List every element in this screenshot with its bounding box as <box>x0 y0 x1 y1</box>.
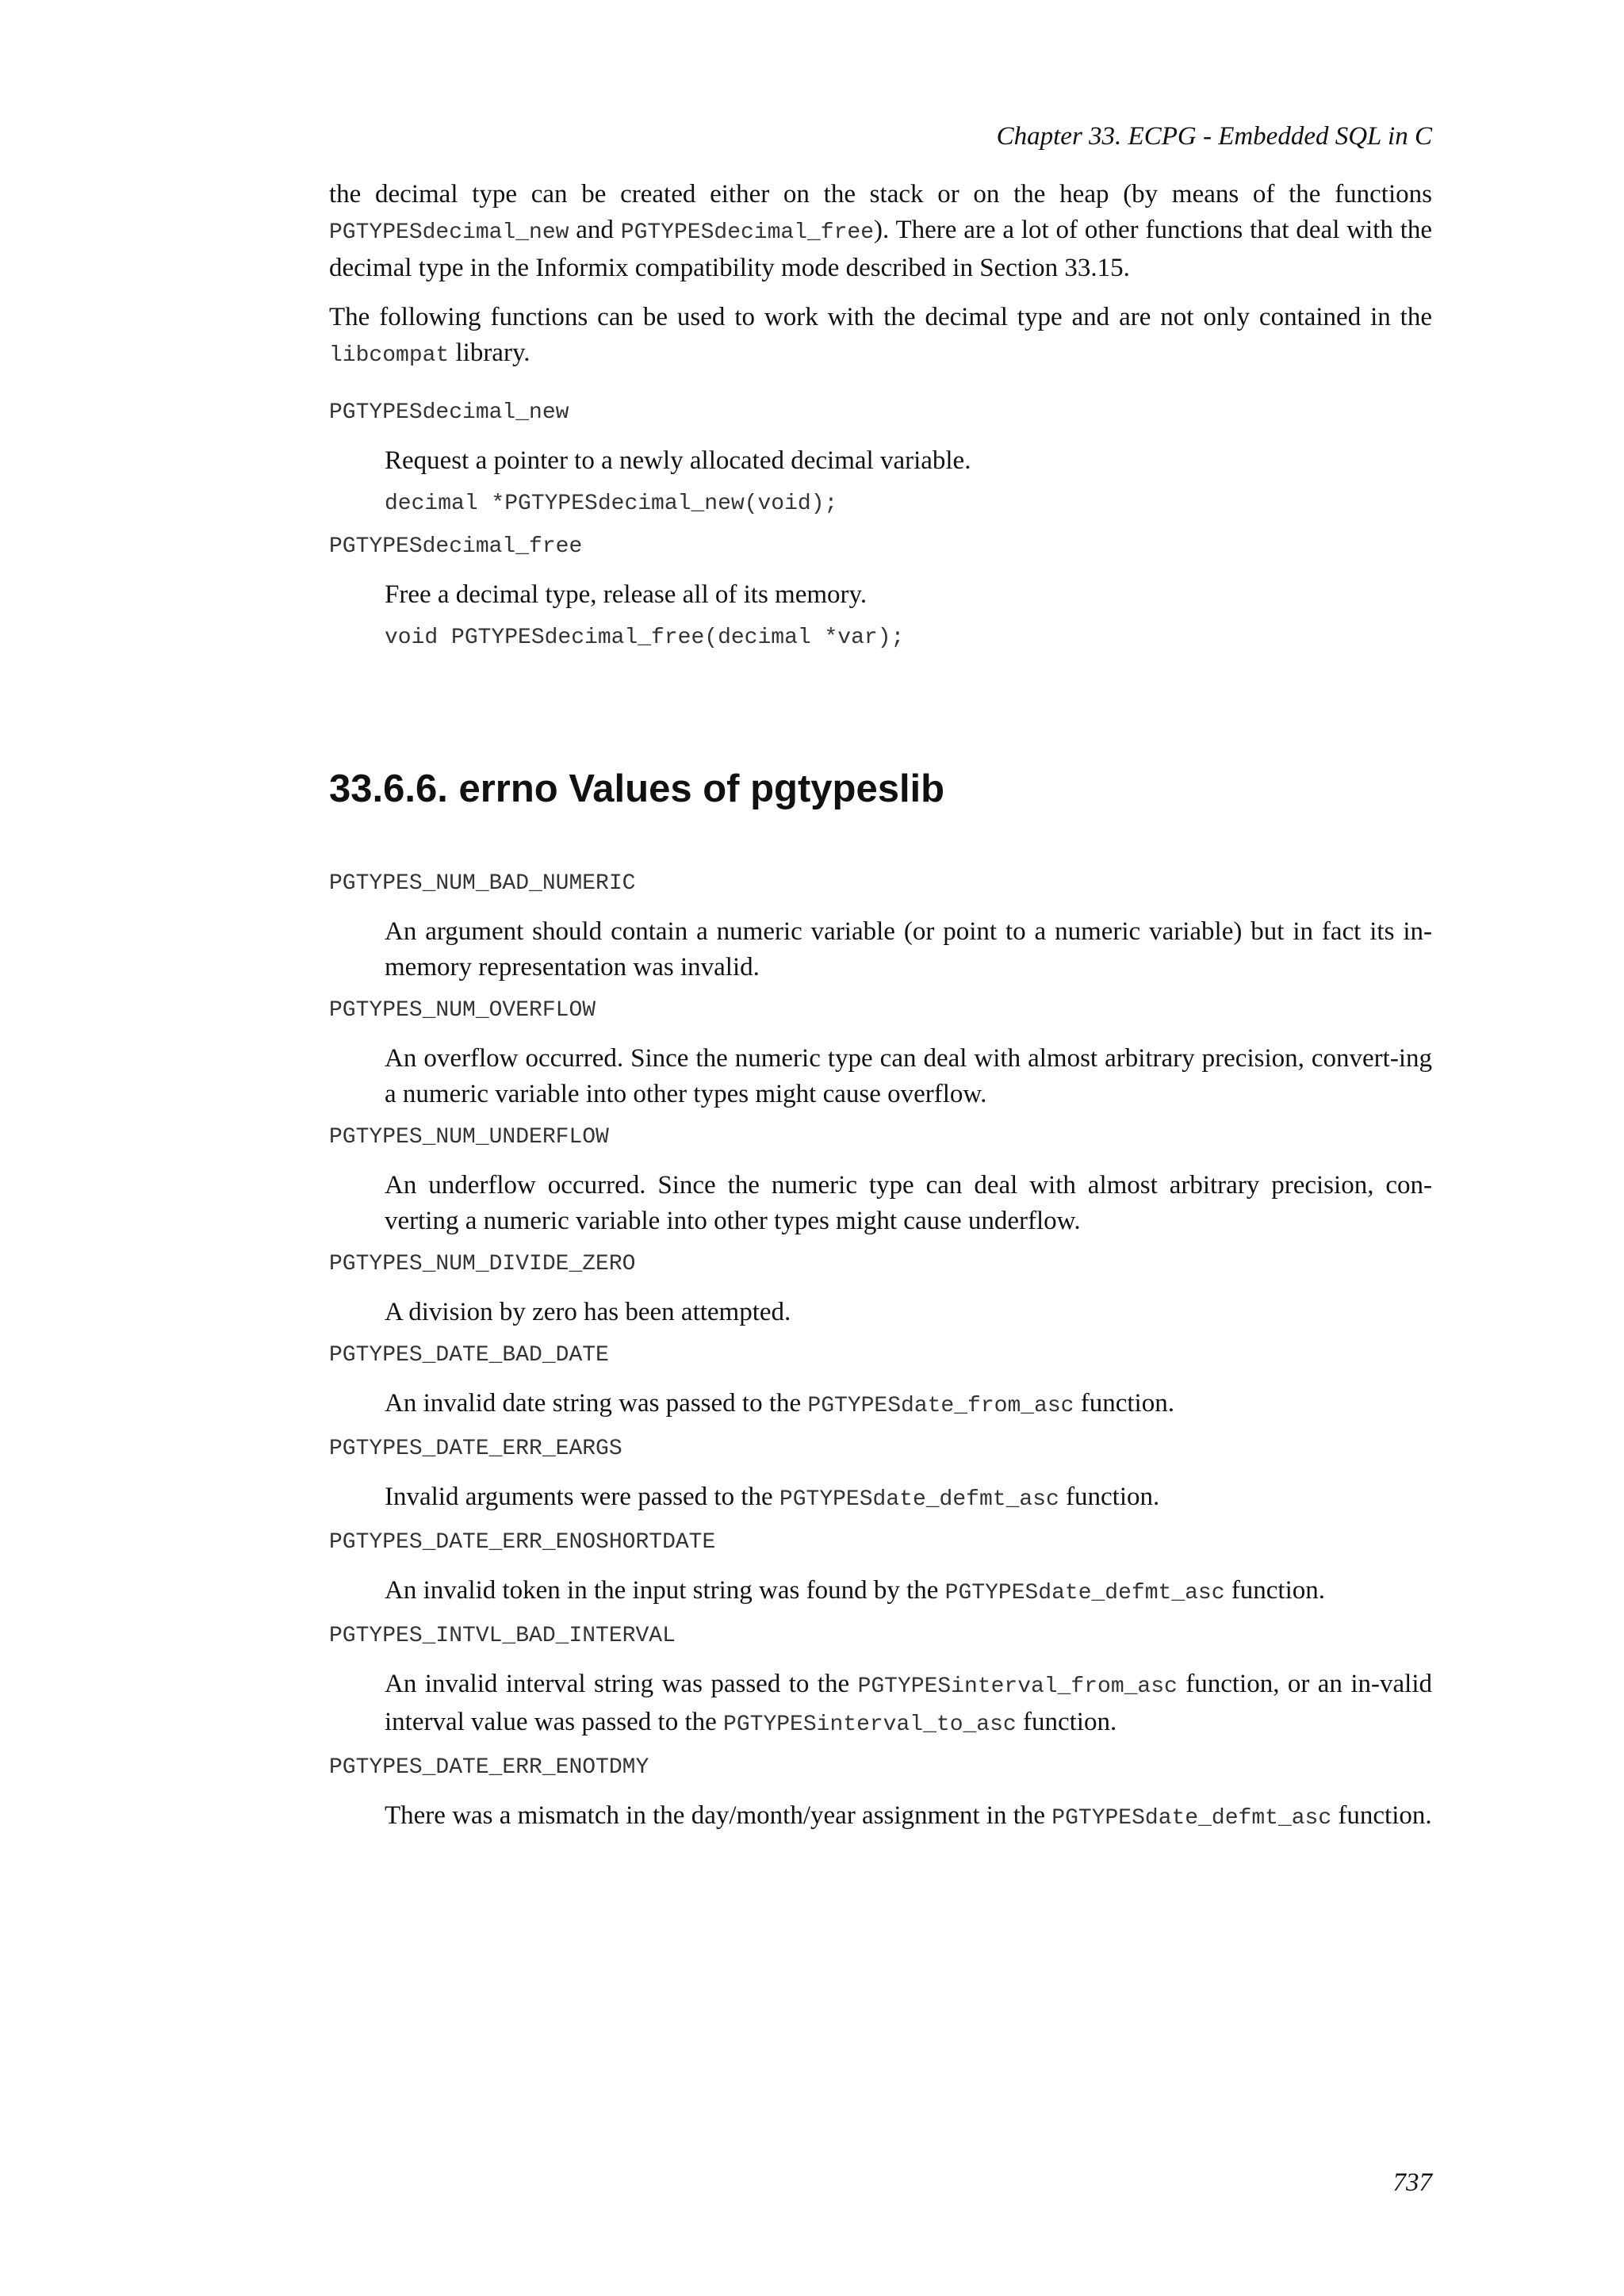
error-description-block <box>385 1041 1432 1112</box>
text-span: function. <box>1331 1801 1432 1830</box>
text-span: An invalid interval string was passed to the <box>385 1670 858 1698</box>
code-pgtypesdecimal-free: PGTYPESdecimal_free <box>620 220 875 245</box>
code-function-name: PGTYPESdate_defmt_asc <box>1051 1806 1332 1831</box>
code-pgtypesdecimal-new: PGTYPESdecimal_new <box>329 220 569 245</box>
running-header: Chapter 33. ECPG - Embedded SQL in C <box>996 122 1432 151</box>
function-synopsis: void PGTYPESdecimal_free(decimal *var); <box>385 626 905 650</box>
function-synopsis: decimal *PGTYPESdecimal_new(void); <box>385 492 838 516</box>
function-description-block <box>385 577 1432 654</box>
error-description <box>385 1573 1432 1611</box>
error-term: PGTYPES_DATE_ERR_EARGS <box>329 1437 622 1461</box>
intro-paragraph-2 <box>329 300 1432 373</box>
text-span: function. <box>1074 1389 1174 1418</box>
text-span: the decimal type can be created either on the stack or on the heap (by means of the functions <box>329 180 1432 209</box>
text-span: function. <box>1224 1576 1326 1605</box>
text-span: ). There are a lot of other functions that deal with the decimal type in the Informix compatibility mode described in Section 33.15. <box>329 216 1433 282</box>
error-description <box>385 1295 1432 1330</box>
function-description: Free a decimal type, release all of its memory. <box>385 580 868 609</box>
text-span: A division by zero has been attempted. <box>385 1298 791 1326</box>
error-term: PGTYPES_NUM_DIVIDE_ZERO <box>329 1252 636 1276</box>
function-description: Request a pointer to a newly allocated decimal variable. <box>385 446 971 475</box>
text-span: An underflow occurred. Since the numeric type can deal with almost arbitrary precision, con-verting a numeric variable into other types might cause underflow. <box>385 1171 1432 1235</box>
code-function-name: PGTYPESdate_from_asc <box>807 1394 1074 1418</box>
page-number: 737 <box>1392 2168 1432 2197</box>
document-page <box>329 119 1432 1846</box>
text-span: There was a mismatch in the day/month/year assignment in the <box>385 1801 1052 1830</box>
error-term: PGTYPES_DATE_ERR_ENOSHORTDATE <box>329 1530 716 1555</box>
text-span: The following functions can be used to work with the decimal type and are not only contained in the <box>329 303 1432 331</box>
text-span: function. <box>1016 1708 1117 1736</box>
error-description-block <box>385 1386 1432 1424</box>
error-description-block <box>385 1798 1432 1836</box>
text-span: function. <box>1059 1483 1160 1511</box>
code-function-name: PGTYPESinterval_from_asc <box>857 1674 1178 1699</box>
error-description-block <box>385 1168 1432 1239</box>
error-description <box>385 914 1432 985</box>
section-heading: 33.6.6. errno Values of pgtypeslib <box>329 767 945 810</box>
error-description-block <box>385 1295 1432 1330</box>
function-term: PGTYPESdecimal_free <box>329 534 583 559</box>
error-description <box>385 1798 1432 1836</box>
error-term: PGTYPES_DATE_BAD_DATE <box>329 1343 609 1368</box>
error-description-block <box>385 1573 1432 1611</box>
error-description <box>385 1386 1432 1424</box>
error-term: PGTYPES_NUM_OVERFLOW <box>329 998 596 1023</box>
error-description <box>385 1479 1432 1517</box>
error-description <box>385 1168 1432 1239</box>
code-function-name: PGTYPESdate_defmt_asc <box>779 1487 1059 1512</box>
text-span: and <box>569 216 621 244</box>
error-description <box>385 1667 1432 1743</box>
error-term: PGTYPES_INTVL_BAD_INTERVAL <box>329 1624 676 1648</box>
text-span: function, or an in-valid interval value was passed to the <box>385 1670 1432 1736</box>
text-span: An invalid date string was passed to the <box>385 1389 808 1418</box>
text-span: An argument should contain a numeric variable (or point to a numeric variable) but in fact its in-memory representation was invalid. <box>385 917 1432 982</box>
text-span: An overflow occurred. Since the numeric type can deal with almost arbitrary precision, convert-ing a numeric variable into other types might cause overflow. <box>385 1044 1432 1108</box>
code-libcompat: libcompat <box>329 343 450 368</box>
code-function-name: PGTYPESinterval_to_asc <box>723 1712 1017 1737</box>
text-span: library. <box>449 339 530 367</box>
code-function-name: PGTYPESdate_defmt_asc <box>944 1581 1225 1605</box>
error-description-block <box>385 1479 1432 1517</box>
error-term: PGTYPES_DATE_ERR_ENOTDMY <box>329 1755 649 1780</box>
function-description-block <box>385 443 1432 520</box>
error-term: PGTYPES_NUM_BAD_NUMERIC <box>329 871 636 896</box>
error-term: PGTYPES_NUM_UNDERFLOW <box>329 1125 609 1150</box>
intro-paragraph-1 <box>329 177 1432 286</box>
function-term: PGTYPESdecimal_new <box>329 400 569 425</box>
text-span: Invalid arguments were passed to the <box>385 1483 779 1511</box>
error-description-block <box>385 1667 1432 1743</box>
text-span: An invalid token in the input string was found by the <box>385 1576 945 1605</box>
error-description-block <box>385 914 1432 985</box>
error-description <box>385 1041 1432 1112</box>
